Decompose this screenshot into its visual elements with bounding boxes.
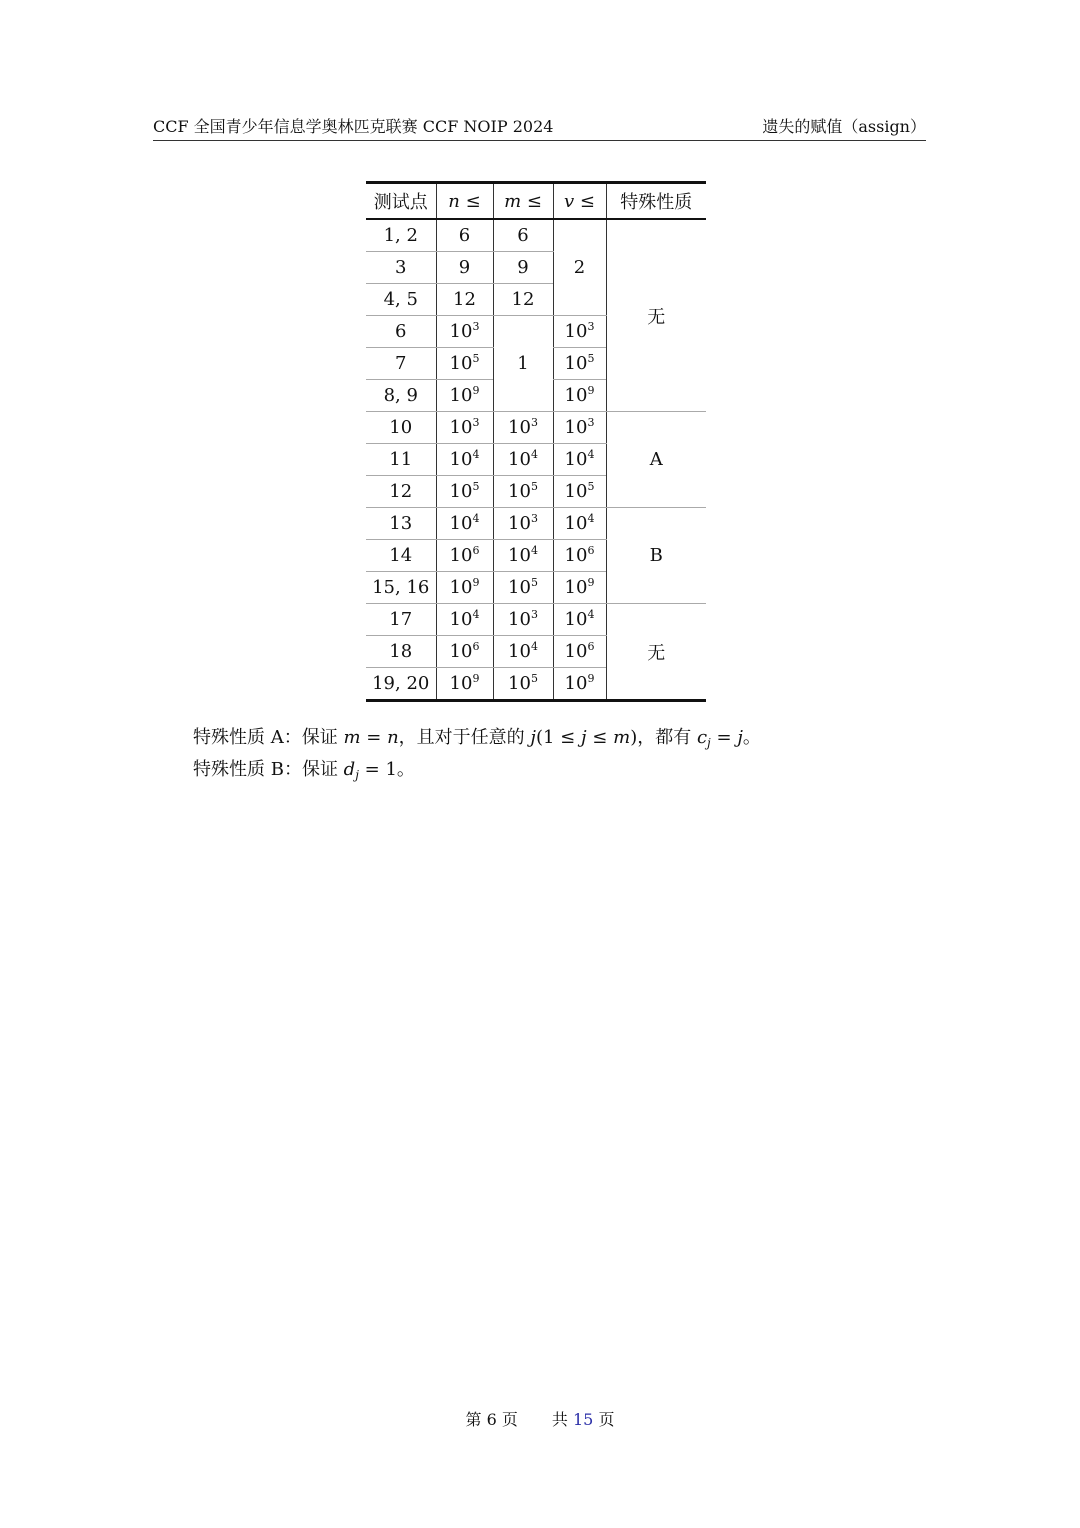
m-cell: 9 (493, 252, 553, 284)
constraints-table (366, 181, 706, 702)
v-cell: $10^9$ (553, 572, 606, 604)
n-cell: $10^5$ (436, 348, 493, 380)
m-cell: $10^4$ (493, 636, 553, 668)
n-cell: $10^3$ (436, 316, 493, 348)
v-cell: $10^9$ (553, 668, 606, 701)
table-row (366, 412, 706, 444)
n-cell: $10^4$ (436, 444, 493, 476)
v-cell: $10^4$ (553, 604, 606, 636)
v-cell: $10^6$ (553, 636, 606, 668)
v-cell: $10^4$ (553, 508, 606, 540)
m-cell: 12 (493, 284, 553, 316)
testcase-cell: 15, 16 (366, 572, 436, 604)
page-footer (0, 1409, 1080, 1431)
property-a-note: 特殊性质 A：保证 m = n，且对于任意的 j(1 ≤ j ≤ m)，都有 $c_j = j$。 (193, 727, 761, 750)
property-merged-cell: 无 (606, 219, 706, 412)
m-cell: $10^4$ (493, 444, 553, 476)
v-cell: $10^3$ (553, 412, 606, 444)
v-merged-cell: 2 (553, 219, 606, 316)
page-header (153, 114, 926, 141)
m-cell: $10^3$ (493, 508, 553, 540)
property-merged-cell: A (606, 412, 706, 508)
n-cell: $10^6$ (436, 636, 493, 668)
n-cell: $10^3$ (436, 412, 493, 444)
testcase-cell: 12 (366, 476, 436, 508)
header-contest-title: CCF 全国青少年信息学奥林匹克联赛 CCF NOIP 2024 (153, 117, 554, 136)
header-m: m ≤ (493, 183, 553, 220)
n-cell: $10^9$ (436, 380, 493, 412)
table-header-row (366, 183, 706, 220)
property-b-note: 特殊性质 B：保证 $d_j = 1$。 (193, 759, 415, 782)
m-cell: $10^3$ (493, 412, 553, 444)
v-cell: $10^5$ (553, 348, 606, 380)
testcase-cell: 14 (366, 540, 436, 572)
m-cell: $10^4$ (493, 540, 553, 572)
testcase-cell: 19, 20 (366, 668, 436, 701)
m-cell: 6 (493, 219, 553, 252)
header-testcase: 测试点 (366, 183, 436, 220)
n-cell: 6 (436, 219, 493, 252)
testcase-cell: 1, 2 (366, 219, 436, 252)
m-cell: $10^5$ (493, 572, 553, 604)
total-pages-link[interactable]: 15 (573, 1410, 594, 1429)
property-merged-cell: B (606, 508, 706, 604)
header-problem-title: 遗失的赋值（assign） (762, 117, 926, 136)
testcase-cell: 10 (366, 412, 436, 444)
testcase-cell: 6 (366, 316, 436, 348)
v-cell: $10^6$ (553, 540, 606, 572)
testcase-cell: 18 (366, 636, 436, 668)
n-cell: $10^9$ (436, 572, 493, 604)
header-n: n ≤ (436, 183, 493, 220)
n-cell: 12 (436, 284, 493, 316)
header-special-property: 特殊性质 (606, 183, 706, 220)
table-row (366, 604, 706, 636)
property-merged-cell: 无 (606, 604, 706, 701)
header-v: v ≤ (553, 183, 606, 220)
special-properties-notes (193, 722, 761, 786)
testcase-cell: 11 (366, 444, 436, 476)
table-row (366, 219, 706, 252)
testcase-cell: 4, 5 (366, 284, 436, 316)
testcase-cell: 8, 9 (366, 380, 436, 412)
n-cell: $10^5$ (436, 476, 493, 508)
n-cell: 9 (436, 252, 493, 284)
m-cell: $10^3$ (493, 604, 553, 636)
n-cell: $10^4$ (436, 604, 493, 636)
testcase-cell: 17 (366, 604, 436, 636)
v-cell: $10^4$ (553, 444, 606, 476)
testcase-cell: 7 (366, 348, 436, 380)
m-cell: $10^5$ (493, 668, 553, 701)
v-cell: $10^9$ (553, 380, 606, 412)
v-cell: $10^5$ (553, 476, 606, 508)
page-number: 第 6 页 (465, 1410, 518, 1429)
table-row (366, 508, 706, 540)
n-cell: $10^9$ (436, 668, 493, 701)
m-merged-cell: 1 (493, 316, 553, 412)
v-cell: $10^3$ (553, 316, 606, 348)
testcase-cell: 3 (366, 252, 436, 284)
n-cell: $10^6$ (436, 540, 493, 572)
m-cell: $10^5$ (493, 476, 553, 508)
n-cell: $10^4$ (436, 508, 493, 540)
testcase-cell: 13 (366, 508, 436, 540)
page-total: 共 15 页 (551, 1410, 615, 1429)
